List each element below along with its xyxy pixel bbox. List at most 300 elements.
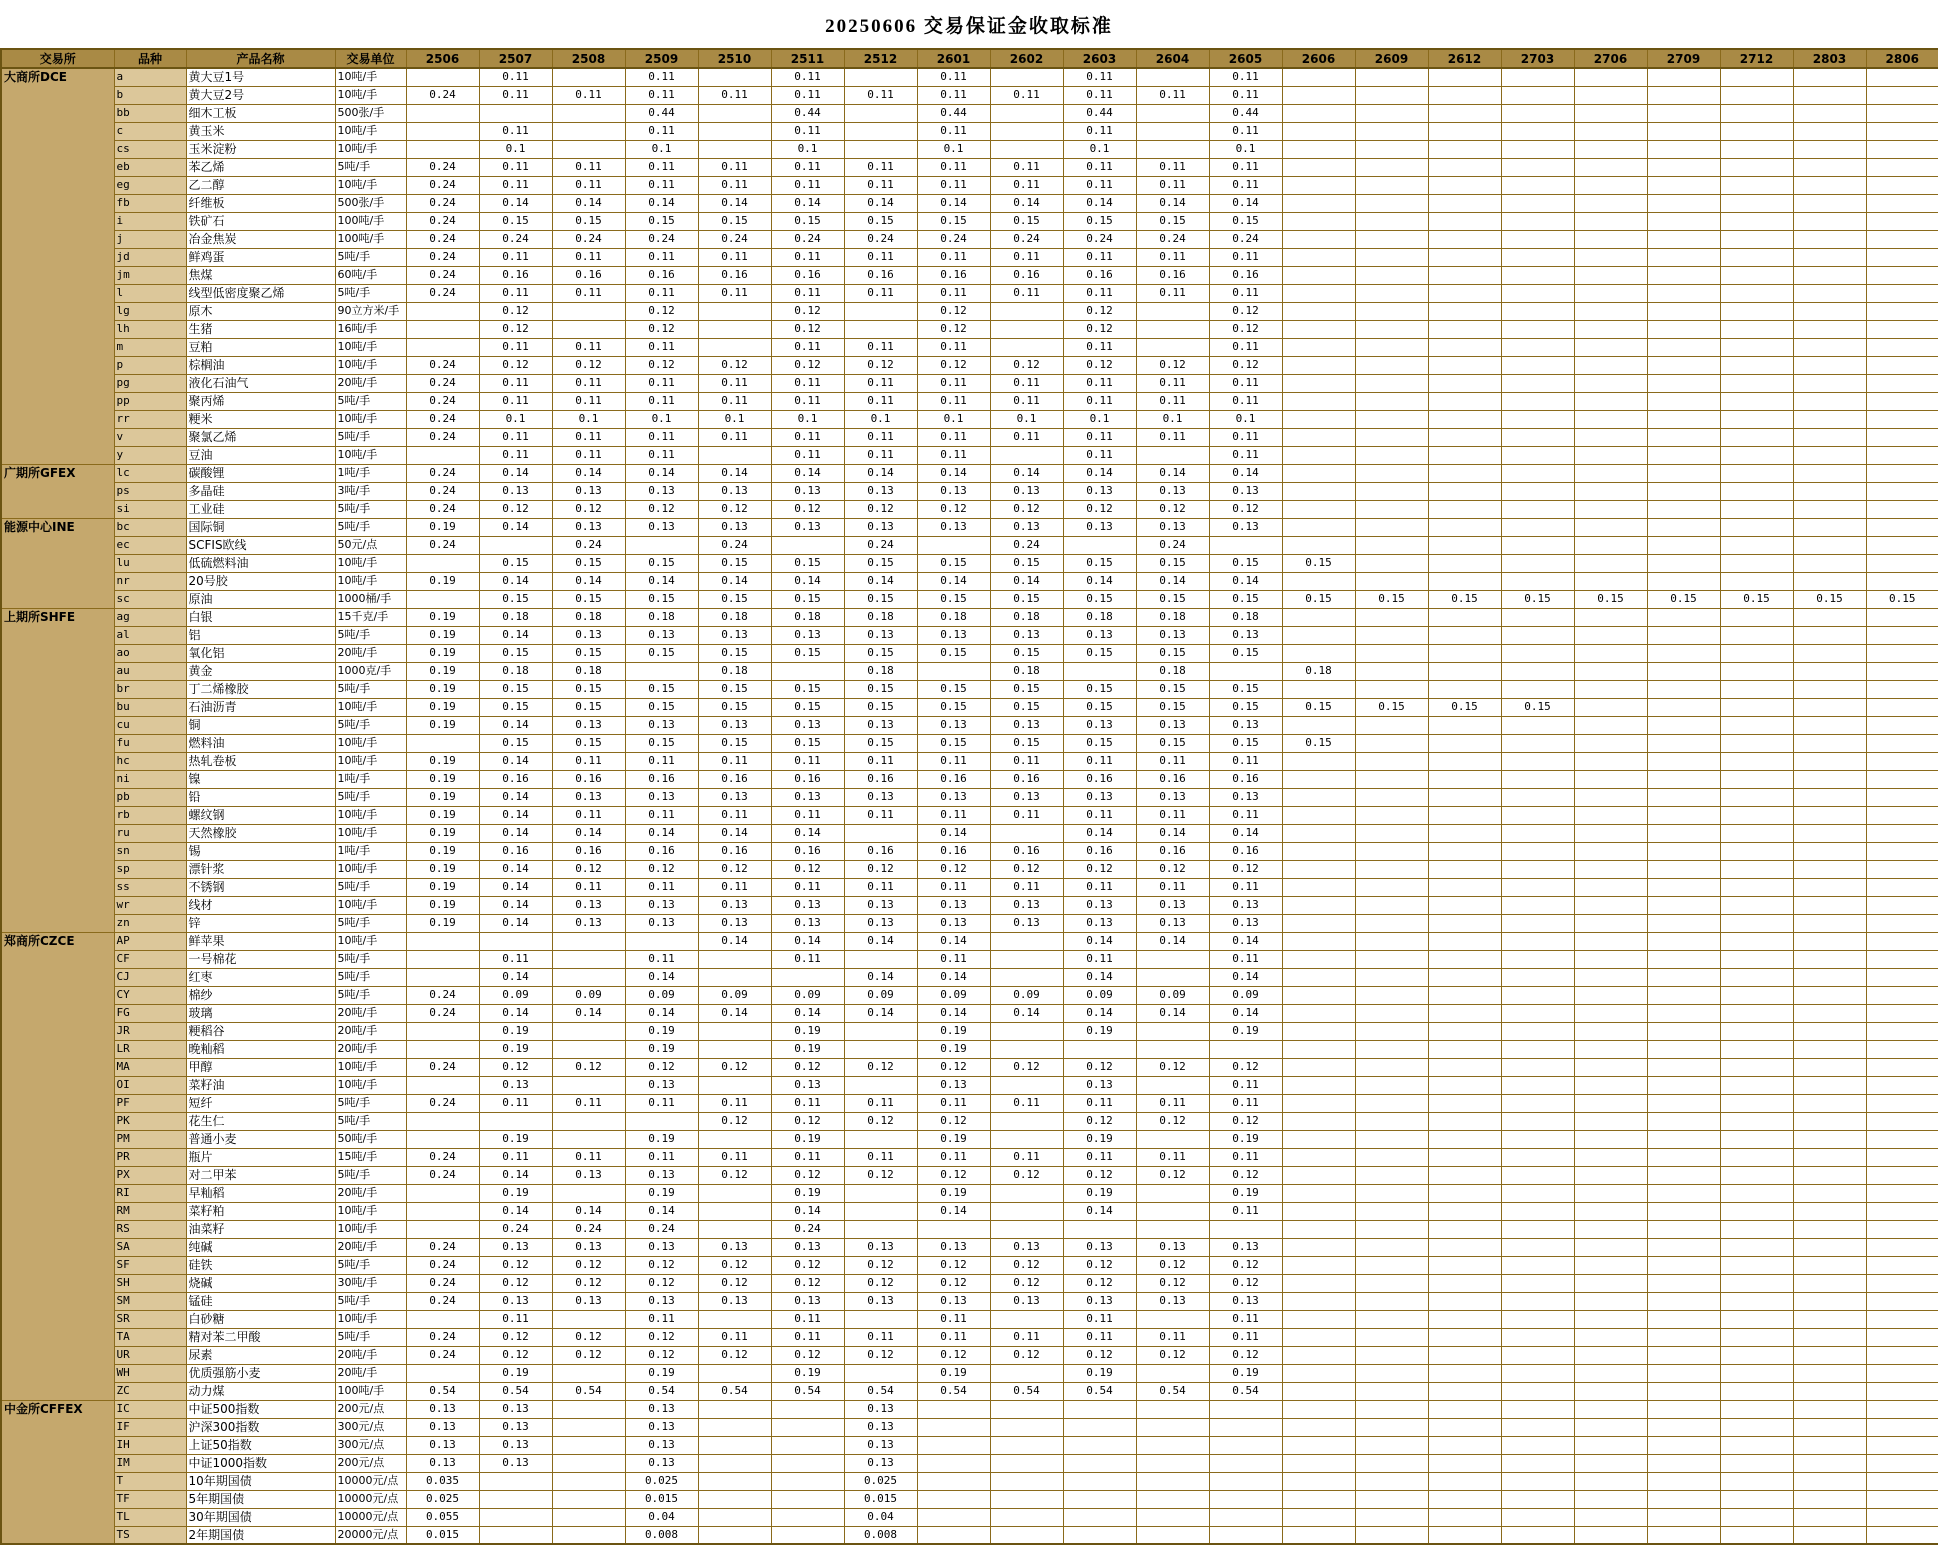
margin-value-cell[interactable] <box>1355 1382 1428 1400</box>
product-name-cell[interactable]: 瓶片 <box>186 1148 335 1166</box>
margin-value-cell[interactable] <box>1720 230 1793 248</box>
margin-value-cell[interactable]: 0.15 <box>844 734 917 752</box>
variety-code-cell[interactable]: ec <box>114 536 186 554</box>
margin-value-cell[interactable] <box>1793 1256 1866 1274</box>
margin-value-cell[interactable] <box>1720 824 1793 842</box>
margin-value-cell[interactable]: 0.15 <box>1136 554 1209 572</box>
margin-value-cell[interactable]: 0.15 <box>625 644 698 662</box>
margin-value-cell[interactable]: 0.11 <box>1209 122 1282 140</box>
margin-value-cell[interactable] <box>1793 1382 1866 1400</box>
margin-value-cell[interactable] <box>1647 1310 1720 1328</box>
margin-value-cell[interactable] <box>1136 1076 1209 1094</box>
margin-value-cell[interactable]: 0.11 <box>844 158 917 176</box>
trade-unit-cell[interactable]: 5吨/手 <box>335 1256 406 1274</box>
margin-value-cell[interactable]: 0.12 <box>771 1346 844 1364</box>
variety-code-cell[interactable]: TL <box>114 1508 186 1526</box>
margin-value-cell[interactable]: 0.19 <box>1209 1022 1282 1040</box>
margin-value-cell[interactable]: 0.19 <box>625 1022 698 1040</box>
margin-value-cell[interactable] <box>1501 662 1574 680</box>
margin-value-cell[interactable]: 0.24 <box>406 1328 479 1346</box>
margin-value-cell[interactable] <box>844 1130 917 1148</box>
margin-value-cell[interactable] <box>1647 842 1720 860</box>
margin-value-cell[interactable]: 0.11 <box>844 752 917 770</box>
margin-value-cell[interactable]: 0.13 <box>990 518 1063 536</box>
product-name-cell[interactable]: 生猪 <box>186 320 335 338</box>
margin-value-cell[interactable] <box>1428 500 1501 518</box>
margin-value-cell[interactable] <box>698 1472 771 1490</box>
margin-value-cell[interactable]: 0.14 <box>552 194 625 212</box>
margin-value-cell[interactable]: 0.11 <box>1063 392 1136 410</box>
margin-value-cell[interactable] <box>1501 392 1574 410</box>
column-header-month-2712[interactable]: 2712 <box>1720 49 1793 68</box>
margin-value-cell[interactable] <box>1866 158 1938 176</box>
variety-code-cell[interactable]: a <box>114 68 186 86</box>
margin-value-cell[interactable]: 0.12 <box>990 1256 1063 1274</box>
margin-value-cell[interactable]: 0.15 <box>1428 590 1501 608</box>
margin-value-cell[interactable] <box>1647 392 1720 410</box>
product-name-cell[interactable]: 螺纹钢 <box>186 806 335 824</box>
margin-value-cell[interactable]: 0.13 <box>625 788 698 806</box>
margin-value-cell[interactable] <box>1720 176 1793 194</box>
trade-unit-cell[interactable]: 5吨/手 <box>335 950 406 968</box>
margin-value-cell[interactable]: 0.12 <box>917 1058 990 1076</box>
margin-value-cell[interactable] <box>1209 1436 1282 1454</box>
margin-value-cell[interactable] <box>1428 1472 1501 1490</box>
margin-value-cell[interactable] <box>1647 356 1720 374</box>
margin-value-cell[interactable] <box>1793 338 1866 356</box>
margin-value-cell[interactable]: 0.11 <box>698 1094 771 1112</box>
margin-value-cell[interactable] <box>1574 1202 1647 1220</box>
margin-value-cell[interactable]: 0.12 <box>917 1256 990 1274</box>
margin-value-cell[interactable] <box>698 1418 771 1436</box>
margin-value-cell[interactable] <box>1866 86 1938 104</box>
margin-value-cell[interactable]: 0.14 <box>479 824 552 842</box>
margin-value-cell[interactable]: 0.11 <box>1063 1148 1136 1166</box>
margin-value-cell[interactable] <box>1501 68 1574 86</box>
margin-value-cell[interactable] <box>1282 230 1355 248</box>
margin-value-cell[interactable]: 0.15 <box>1063 554 1136 572</box>
margin-value-cell[interactable] <box>1282 1040 1355 1058</box>
margin-value-cell[interactable] <box>1501 1184 1574 1202</box>
margin-value-cell[interactable] <box>1793 608 1866 626</box>
margin-value-cell[interactable] <box>1209 1472 1282 1490</box>
margin-value-cell[interactable]: 0.11 <box>625 428 698 446</box>
margin-value-cell[interactable]: 0.14 <box>1209 968 1282 986</box>
margin-value-cell[interactable]: 0.24 <box>406 266 479 284</box>
margin-value-cell[interactable] <box>1574 1454 1647 1472</box>
margin-value-cell[interactable]: 0.11 <box>1136 284 1209 302</box>
margin-value-cell[interactable] <box>1355 1328 1428 1346</box>
margin-value-cell[interactable] <box>1574 626 1647 644</box>
margin-value-cell[interactable] <box>1136 1040 1209 1058</box>
margin-value-cell[interactable]: 0.11 <box>844 176 917 194</box>
margin-value-cell[interactable]: 0.11 <box>771 428 844 446</box>
margin-value-cell[interactable] <box>1574 662 1647 680</box>
margin-value-cell[interactable] <box>1793 176 1866 194</box>
product-name-cell[interactable]: 细木工板 <box>186 104 335 122</box>
margin-value-cell[interactable]: 0.11 <box>1209 1148 1282 1166</box>
margin-value-cell[interactable]: 0.14 <box>917 1202 990 1220</box>
margin-value-cell[interactable] <box>698 1400 771 1418</box>
margin-value-cell[interactable]: 0.18 <box>479 662 552 680</box>
variety-code-cell[interactable]: bb <box>114 104 186 122</box>
margin-value-cell[interactable] <box>1282 122 1355 140</box>
margin-value-cell[interactable]: 0.13 <box>771 1238 844 1256</box>
margin-value-cell[interactable]: 0.16 <box>1063 266 1136 284</box>
margin-value-cell[interactable] <box>1355 1040 1428 1058</box>
margin-value-cell[interactable]: 0.19 <box>1063 1364 1136 1382</box>
product-name-cell[interactable]: 烧碱 <box>186 1274 335 1292</box>
margin-value-cell[interactable] <box>1282 1346 1355 1364</box>
margin-value-cell[interactable] <box>1574 1292 1647 1310</box>
variety-code-cell[interactable]: nr <box>114 572 186 590</box>
variety-code-cell[interactable]: SR <box>114 1310 186 1328</box>
margin-value-cell[interactable] <box>1355 1004 1428 1022</box>
margin-value-cell[interactable] <box>1428 140 1501 158</box>
margin-value-cell[interactable] <box>1574 140 1647 158</box>
margin-value-cell[interactable] <box>1647 194 1720 212</box>
margin-value-cell[interactable] <box>552 1112 625 1130</box>
margin-value-cell[interactable]: 0.11 <box>479 1094 552 1112</box>
margin-value-cell[interactable]: 0.14 <box>1063 1202 1136 1220</box>
variety-code-cell[interactable]: PF <box>114 1094 186 1112</box>
margin-value-cell[interactable]: 0.1 <box>917 410 990 428</box>
variety-code-cell[interactable]: i <box>114 212 186 230</box>
margin-value-cell[interactable] <box>1428 986 1501 1004</box>
trade-unit-cell[interactable]: 5吨/手 <box>335 968 406 986</box>
margin-value-cell[interactable]: 0.11 <box>771 284 844 302</box>
margin-value-cell[interactable]: 0.12 <box>1136 1112 1209 1130</box>
margin-value-cell[interactable] <box>479 932 552 950</box>
margin-value-cell[interactable]: 0.15 <box>1720 590 1793 608</box>
margin-value-cell[interactable]: 0.12 <box>479 1274 552 1292</box>
margin-value-cell[interactable] <box>917 1400 990 1418</box>
margin-value-cell[interactable]: 0.11 <box>917 878 990 896</box>
variety-code-cell[interactable]: lu <box>114 554 186 572</box>
margin-value-cell[interactable]: 0.15 <box>917 680 990 698</box>
margin-value-cell[interactable]: 0.11 <box>771 950 844 968</box>
margin-value-cell[interactable] <box>1647 1418 1720 1436</box>
margin-value-cell[interactable] <box>1793 122 1866 140</box>
variety-code-cell[interactable]: ZC <box>114 1382 186 1400</box>
margin-value-cell[interactable]: 0.15 <box>1209 698 1282 716</box>
margin-value-cell[interactable]: 0.11 <box>479 1148 552 1166</box>
margin-value-cell[interactable] <box>1501 176 1574 194</box>
margin-value-cell[interactable]: 0.13 <box>844 716 917 734</box>
margin-value-cell[interactable]: 0.11 <box>479 338 552 356</box>
margin-value-cell[interactable]: 0.24 <box>406 86 479 104</box>
margin-value-cell[interactable]: 0.13 <box>1209 788 1282 806</box>
margin-value-cell[interactable]: 0.11 <box>625 1148 698 1166</box>
product-name-cell[interactable]: 乙二醇 <box>186 176 335 194</box>
margin-value-cell[interactable] <box>406 590 479 608</box>
margin-value-cell[interactable] <box>1866 464 1938 482</box>
margin-value-cell[interactable] <box>990 338 1063 356</box>
margin-value-cell[interactable] <box>1355 878 1428 896</box>
margin-value-cell[interactable]: 0.15 <box>552 698 625 716</box>
margin-value-cell[interactable]: 0.19 <box>406 806 479 824</box>
margin-value-cell[interactable] <box>1574 284 1647 302</box>
margin-value-cell[interactable] <box>406 734 479 752</box>
margin-value-cell[interactable] <box>1720 122 1793 140</box>
margin-value-cell[interactable]: 0.18 <box>698 662 771 680</box>
product-name-cell[interactable]: 中证1000指数 <box>186 1454 335 1472</box>
margin-value-cell[interactable]: 0.14 <box>917 968 990 986</box>
variety-code-cell[interactable]: j <box>114 230 186 248</box>
margin-value-cell[interactable]: 0.16 <box>1209 842 1282 860</box>
margin-value-cell[interactable] <box>1355 536 1428 554</box>
margin-value-cell[interactable]: 0.24 <box>406 356 479 374</box>
margin-value-cell[interactable] <box>1720 608 1793 626</box>
margin-value-cell[interactable] <box>1136 1490 1209 1508</box>
margin-value-cell[interactable]: 0.11 <box>698 284 771 302</box>
margin-value-cell[interactable] <box>1793 1094 1866 1112</box>
margin-value-cell[interactable] <box>1282 140 1355 158</box>
margin-value-cell[interactable]: 0.19 <box>406 788 479 806</box>
margin-value-cell[interactable] <box>1428 122 1501 140</box>
margin-value-cell[interactable] <box>1282 428 1355 446</box>
margin-value-cell[interactable] <box>1501 1238 1574 1256</box>
margin-value-cell[interactable]: 0.14 <box>844 464 917 482</box>
margin-value-cell[interactable] <box>1720 752 1793 770</box>
margin-value-cell[interactable]: 0.11 <box>1209 1076 1282 1094</box>
margin-value-cell[interactable]: 0.13 <box>1063 716 1136 734</box>
margin-value-cell[interactable] <box>917 1436 990 1454</box>
margin-value-cell[interactable] <box>844 1202 917 1220</box>
margin-value-cell[interactable] <box>1136 104 1209 122</box>
margin-value-cell[interactable] <box>1647 284 1720 302</box>
margin-value-cell[interactable]: 0.14 <box>844 1004 917 1022</box>
margin-value-cell[interactable] <box>1720 86 1793 104</box>
margin-value-cell[interactable]: 0.13 <box>1136 896 1209 914</box>
margin-value-cell[interactable]: 0.015 <box>844 1490 917 1508</box>
variety-code-cell[interactable]: m <box>114 338 186 356</box>
margin-value-cell[interactable]: 0.15 <box>479 554 552 572</box>
margin-value-cell[interactable] <box>1063 1526 1136 1544</box>
margin-value-cell[interactable] <box>1793 140 1866 158</box>
trade-unit-cell[interactable]: 100吨/手 <box>335 212 406 230</box>
margin-value-cell[interactable]: 0.19 <box>406 518 479 536</box>
margin-value-cell[interactable]: 0.13 <box>1063 1238 1136 1256</box>
margin-value-cell[interactable] <box>406 1202 479 1220</box>
margin-value-cell[interactable] <box>1866 410 1938 428</box>
variety-code-cell[interactable]: sp <box>114 860 186 878</box>
margin-value-cell[interactable] <box>1647 428 1720 446</box>
margin-value-cell[interactable] <box>1282 878 1355 896</box>
margin-value-cell[interactable]: 0.11 <box>1063 374 1136 392</box>
product-name-cell[interactable]: 2年期国债 <box>186 1526 335 1544</box>
margin-value-cell[interactable] <box>1282 338 1355 356</box>
margin-value-cell[interactable]: 0.14 <box>479 626 552 644</box>
margin-value-cell[interactable] <box>1501 1364 1574 1382</box>
variety-code-cell[interactable]: lg <box>114 302 186 320</box>
margin-value-cell[interactable] <box>1209 1040 1282 1058</box>
margin-value-cell[interactable]: 0.11 <box>771 446 844 464</box>
margin-value-cell[interactable]: 0.24 <box>406 1292 479 1310</box>
margin-value-cell[interactable]: 0.13 <box>698 1238 771 1256</box>
margin-value-cell[interactable]: 0.15 <box>771 590 844 608</box>
margin-value-cell[interactable] <box>844 302 917 320</box>
margin-value-cell[interactable]: 0.11 <box>1136 176 1209 194</box>
margin-value-cell[interactable]: 0.12 <box>625 356 698 374</box>
margin-value-cell[interactable] <box>1355 446 1428 464</box>
variety-code-cell[interactable]: CY <box>114 986 186 1004</box>
margin-value-cell[interactable] <box>1720 1310 1793 1328</box>
trade-unit-cell[interactable]: 10吨/手 <box>335 86 406 104</box>
margin-value-cell[interactable]: 0.12 <box>990 860 1063 878</box>
margin-value-cell[interactable] <box>1355 1112 1428 1130</box>
margin-value-cell[interactable]: 0.54 <box>771 1382 844 1400</box>
margin-value-cell[interactable] <box>1355 212 1428 230</box>
margin-value-cell[interactable]: 0.11 <box>771 806 844 824</box>
margin-value-cell[interactable] <box>1574 1526 1647 1544</box>
trade-unit-cell[interactable]: 100吨/手 <box>335 230 406 248</box>
margin-value-cell[interactable]: 0.11 <box>771 1328 844 1346</box>
margin-value-cell[interactable] <box>1501 482 1574 500</box>
margin-value-cell[interactable] <box>1282 752 1355 770</box>
product-name-cell[interactable]: 20号胶 <box>186 572 335 590</box>
margin-value-cell[interactable]: 0.13 <box>771 626 844 644</box>
margin-value-cell[interactable] <box>1501 500 1574 518</box>
margin-value-cell[interactable]: 0.12 <box>844 1112 917 1130</box>
margin-value-cell[interactable] <box>1574 1508 1647 1526</box>
margin-value-cell[interactable] <box>1501 1328 1574 1346</box>
margin-value-cell[interactable]: 0.11 <box>844 446 917 464</box>
margin-value-cell[interactable] <box>1355 266 1428 284</box>
margin-value-cell[interactable]: 0.13 <box>698 626 771 644</box>
margin-value-cell[interactable]: 0.14 <box>1063 824 1136 842</box>
margin-value-cell[interactable]: 0.11 <box>990 158 1063 176</box>
margin-value-cell[interactable] <box>1063 1436 1136 1454</box>
margin-value-cell[interactable]: 0.12 <box>844 500 917 518</box>
margin-value-cell[interactable] <box>1282 176 1355 194</box>
margin-value-cell[interactable]: 0.11 <box>990 248 1063 266</box>
margin-value-cell[interactable]: 0.15 <box>1282 590 1355 608</box>
product-name-cell[interactable]: 油菜籽 <box>186 1220 335 1238</box>
margin-value-cell[interactable] <box>1501 1292 1574 1310</box>
margin-value-cell[interactable]: 0.11 <box>479 284 552 302</box>
margin-value-cell[interactable]: 0.14 <box>771 572 844 590</box>
margin-value-cell[interactable] <box>1501 1220 1574 1238</box>
trade-unit-cell[interactable]: 20000元/点 <box>335 1526 406 1544</box>
margin-value-cell[interactable] <box>990 1436 1063 1454</box>
variety-code-cell[interactable]: RI <box>114 1184 186 1202</box>
margin-value-cell[interactable] <box>1720 644 1793 662</box>
margin-value-cell[interactable] <box>1720 1058 1793 1076</box>
margin-value-cell[interactable] <box>625 536 698 554</box>
margin-value-cell[interactable] <box>1793 428 1866 446</box>
trade-unit-cell[interactable]: 10吨/手 <box>335 554 406 572</box>
margin-value-cell[interactable]: 0.13 <box>625 518 698 536</box>
margin-value-cell[interactable]: 0.12 <box>1136 1256 1209 1274</box>
margin-value-cell[interactable]: 0.18 <box>552 662 625 680</box>
margin-value-cell[interactable]: 0.13 <box>552 1166 625 1184</box>
margin-value-cell[interactable]: 0.12 <box>844 1274 917 1292</box>
margin-value-cell[interactable] <box>1793 1040 1866 1058</box>
margin-value-cell[interactable] <box>1866 140 1938 158</box>
margin-value-cell[interactable] <box>1574 482 1647 500</box>
margin-value-cell[interactable]: 0.15 <box>1647 590 1720 608</box>
margin-value-cell[interactable]: 0.12 <box>1063 1346 1136 1364</box>
margin-value-cell[interactable] <box>1063 1472 1136 1490</box>
margin-value-cell[interactable]: 0.11 <box>625 176 698 194</box>
margin-value-cell[interactable] <box>1282 824 1355 842</box>
margin-value-cell[interactable]: 0.19 <box>625 1040 698 1058</box>
margin-value-cell[interactable]: 0.12 <box>625 320 698 338</box>
margin-value-cell[interactable] <box>1866 626 1938 644</box>
margin-value-cell[interactable] <box>1720 374 1793 392</box>
margin-value-cell[interactable] <box>1355 860 1428 878</box>
margin-value-cell[interactable] <box>1355 806 1428 824</box>
margin-value-cell[interactable]: 0.11 <box>844 878 917 896</box>
margin-value-cell[interactable]: 0.12 <box>1136 1274 1209 1292</box>
margin-value-cell[interactable] <box>1209 1400 1282 1418</box>
margin-value-cell[interactable]: 0.15 <box>1428 698 1501 716</box>
margin-value-cell[interactable]: 0.15 <box>479 644 552 662</box>
margin-value-cell[interactable] <box>1428 662 1501 680</box>
column-header-month-2605[interactable]: 2605 <box>1209 49 1282 68</box>
margin-value-cell[interactable]: 0.11 <box>771 122 844 140</box>
margin-value-cell[interactable]: 0.13 <box>479 1238 552 1256</box>
margin-value-cell[interactable] <box>771 1490 844 1508</box>
margin-value-cell[interactable] <box>990 122 1063 140</box>
margin-value-cell[interactable]: 0.12 <box>698 500 771 518</box>
margin-value-cell[interactable] <box>1501 1148 1574 1166</box>
margin-value-cell[interactable] <box>1647 338 1720 356</box>
margin-value-cell[interactable]: 0.13 <box>552 482 625 500</box>
variety-code-cell[interactable]: rr <box>114 410 186 428</box>
margin-value-cell[interactable]: 0.11 <box>1209 338 1282 356</box>
margin-value-cell[interactable]: 0.13 <box>625 914 698 932</box>
margin-value-cell[interactable]: 0.11 <box>990 1148 1063 1166</box>
trade-unit-cell[interactable]: 10000元/点 <box>335 1508 406 1526</box>
margin-value-cell[interactable] <box>698 1022 771 1040</box>
margin-value-cell[interactable] <box>1720 1130 1793 1148</box>
margin-value-cell[interactable] <box>844 140 917 158</box>
margin-value-cell[interactable]: 0.13 <box>406 1436 479 1454</box>
margin-value-cell[interactable]: 0.12 <box>990 1274 1063 1292</box>
margin-value-cell[interactable] <box>1428 104 1501 122</box>
margin-value-cell[interactable] <box>1428 770 1501 788</box>
margin-value-cell[interactable] <box>552 68 625 86</box>
variety-code-cell[interactable]: b <box>114 86 186 104</box>
margin-value-cell[interactable] <box>844 68 917 86</box>
margin-value-cell[interactable] <box>406 68 479 86</box>
margin-value-cell[interactable] <box>1501 1256 1574 1274</box>
margin-value-cell[interactable] <box>990 1184 1063 1202</box>
margin-value-cell[interactable] <box>1866 1148 1938 1166</box>
variety-code-cell[interactable]: PM <box>114 1130 186 1148</box>
margin-value-cell[interactable] <box>1647 1328 1720 1346</box>
margin-value-cell[interactable] <box>1574 932 1647 950</box>
margin-value-cell[interactable] <box>1574 1364 1647 1382</box>
margin-value-cell[interactable]: 0.14 <box>844 968 917 986</box>
margin-value-cell[interactable] <box>1866 302 1938 320</box>
margin-value-cell[interactable] <box>1866 1112 1938 1130</box>
margin-value-cell[interactable]: 0.09 <box>479 986 552 1004</box>
margin-value-cell[interactable] <box>1428 86 1501 104</box>
margin-value-cell[interactable] <box>1866 788 1938 806</box>
margin-value-cell[interactable] <box>1866 1004 1938 1022</box>
margin-value-cell[interactable]: 0.11 <box>917 122 990 140</box>
margin-value-cell[interactable]: 0.15 <box>917 212 990 230</box>
margin-value-cell[interactable]: 0.13 <box>625 1166 698 1184</box>
margin-value-cell[interactable] <box>1647 212 1720 230</box>
margin-value-cell[interactable] <box>1647 410 1720 428</box>
margin-value-cell[interactable]: 0.18 <box>1136 608 1209 626</box>
margin-value-cell[interactable] <box>1574 266 1647 284</box>
margin-value-cell[interactable] <box>1063 1400 1136 1418</box>
